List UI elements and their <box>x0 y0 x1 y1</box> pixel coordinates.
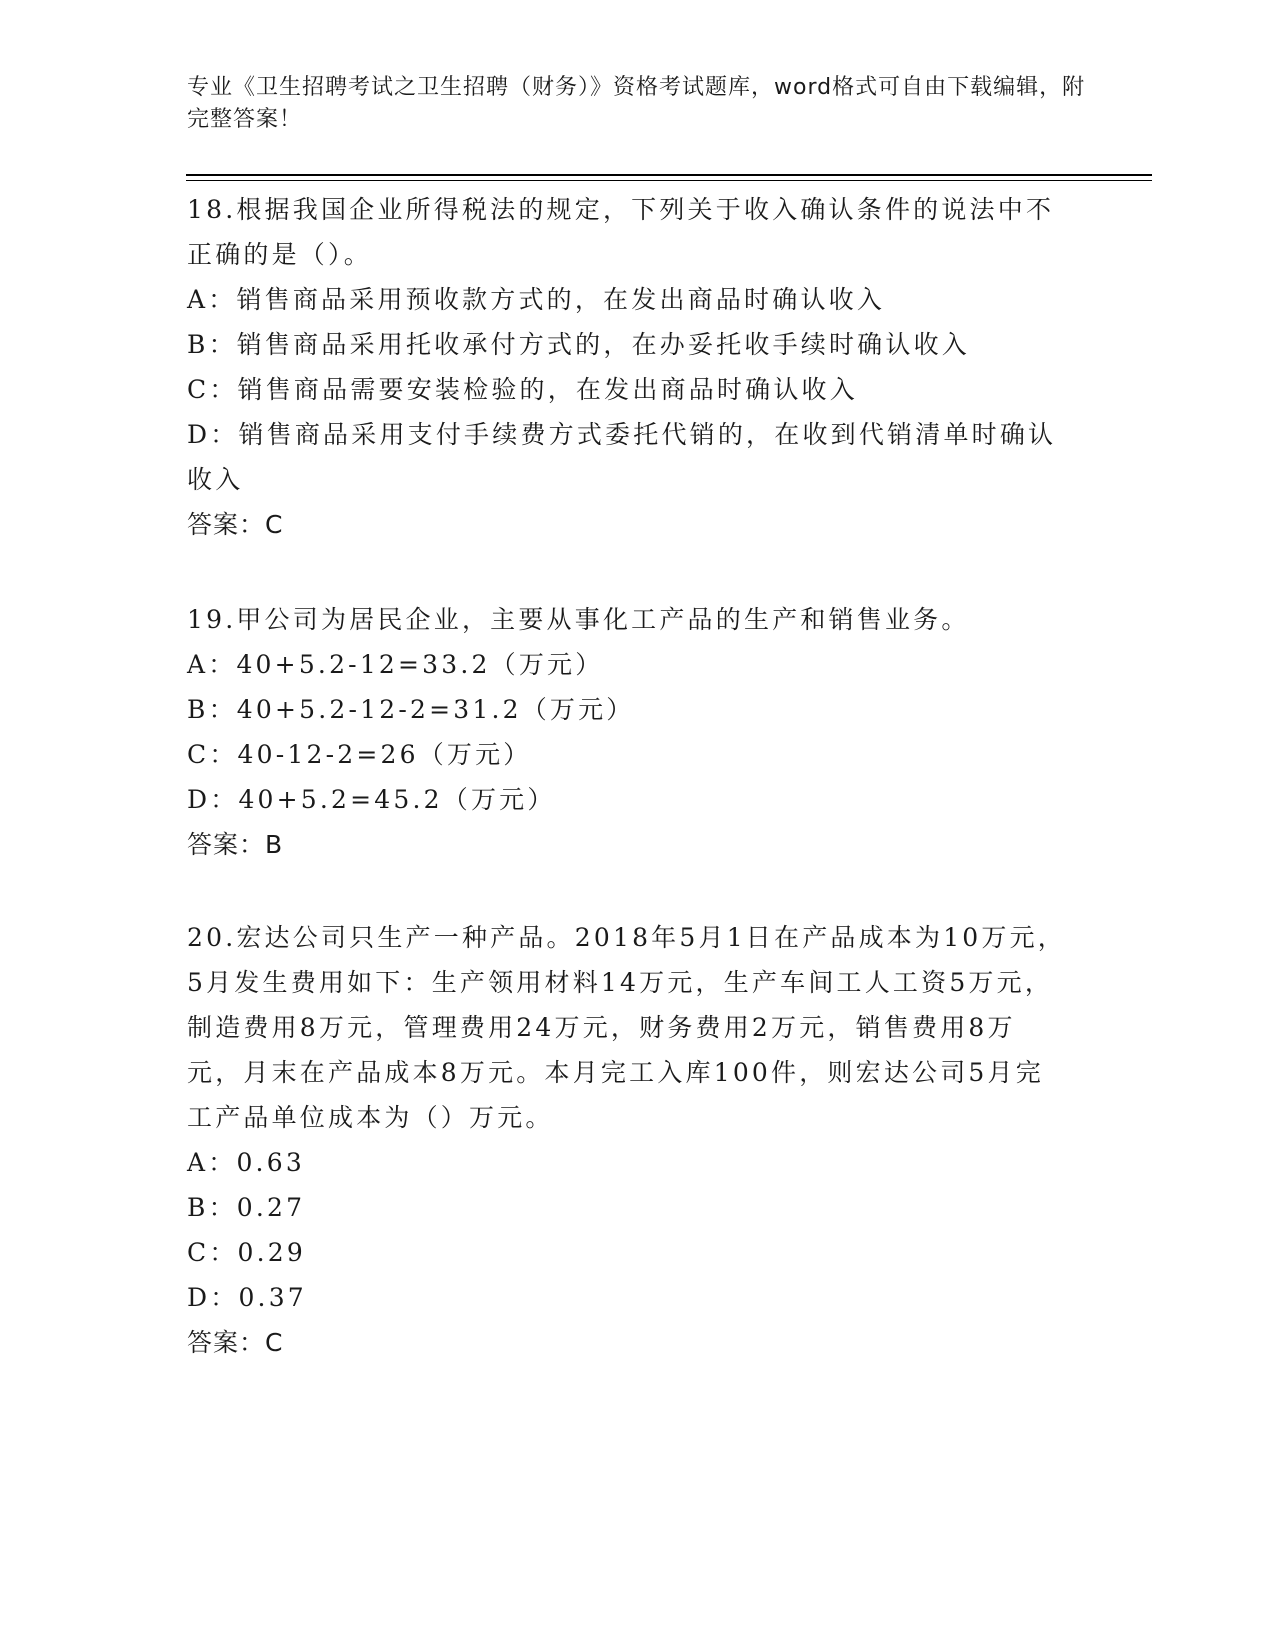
option-a: A：销售商品采用预收款方式的，在发出商品时确认收入 <box>187 285 886 314</box>
question-18 <box>187 187 1067 548</box>
question-stem: 20.宏达公司只生产一种产品。2018年5月1日在产品成本为10万元，5月发生费用如下：生产领用材料14万元，生产车间工人工资5万元，制造费用8万元，管理费用24万元，财务费用2万元，销售费用8万元，月末在产品成本8万元。本月完工入库100件，则宏达公司5月完工产品单位成本为（）万元。 <box>187 923 1067 1132</box>
header-divider-thin <box>186 180 1152 181</box>
option-b: B：40+5.2-12-2=31.2（万元） <box>187 695 635 724</box>
option-b: B：销售商品采用托收承付方式的，在办妥托收手续时确认收入 <box>187 330 970 359</box>
answer: 答案：B <box>187 830 284 859</box>
option-d: D：销售商品采用支付手续费方式委托代销的，在收到代销清单时确认收入 <box>187 420 1057 494</box>
option-c: C：销售商品需要安装检验的，在发出商品时确认收入 <box>187 375 858 404</box>
question-stem: 18.根据我国企业所得税法的规定，下列关于收入确认条件的说法中不正确的是（）。 <box>187 195 1055 269</box>
question-20 <box>187 915 1067 1366</box>
option-a: A：40+5.2-12=33.2（万元） <box>187 650 604 679</box>
option-c: C：0.29 <box>187 1238 306 1267</box>
header-divider-thick <box>186 174 1152 176</box>
question-stem: 19.甲公司为居民企业，主要从事化工产品的生产和销售业务。 <box>187 605 970 634</box>
question-19 <box>187 597 1067 868</box>
document-header: 专业《卫生招聘考试之卫生招聘（财务）》资格考试题库，word格式可自由下载编辑，附完整答案！ <box>187 75 1086 132</box>
option-d: D：0.37 <box>187 1283 307 1312</box>
option-a: A：0.63 <box>187 1148 305 1177</box>
answer: 答案：C <box>187 510 284 539</box>
option-b: B：0.27 <box>187 1193 306 1222</box>
option-d: D：40+5.2=45.2（万元） <box>187 785 556 814</box>
answer: 答案：C <box>187 1328 284 1357</box>
option-c: C：40-12-2=26（万元） <box>187 740 532 769</box>
